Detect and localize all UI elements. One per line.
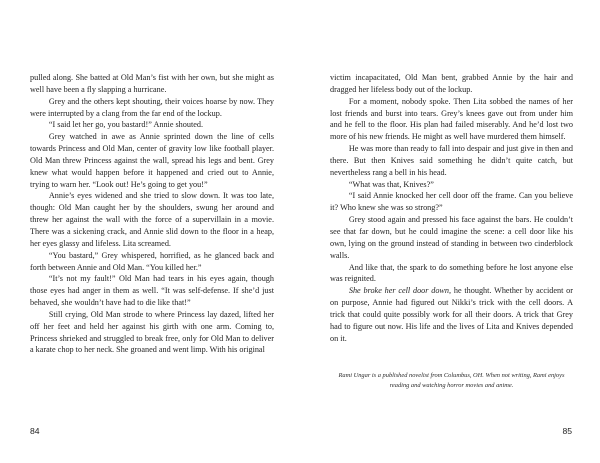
paragraph: “I said Annie knocked her cell door off the frame. Can you believe it? Who knew she was so strong?” (330, 191, 573, 213)
paragraph: Annie’s eyes widened and she tried to slow down. It was too late, though: Old Man caught her by the shoulders, swung her around and threw her against the wall with the force of a supervillain in a movie. There was a sickening crack, and Annie slid down to the floor in a heap, her eyes glassy and lifeless. Lita screamed. (30, 191, 274, 248)
paragraph: “It’s not my fault!” Old Man had tears in his eyes again, though those eyes had anger in them as well. “It was self-defense. If she’d just behaved, she wouldn’t have had to die like that!” (30, 274, 274, 308)
left-text-column (30, 72, 274, 356)
author-bio: Rami Ungar is a published novelist from Columbus, OH. When not writing, Rami enjoys reading and watching horror movies and anime. (338, 372, 565, 389)
paragraph: victim incapacitated, Old Man bent, grabbed Annie by the hair and dragged her lifeless body out of the lockup. (330, 73, 573, 94)
paragraph: “What was that, Knives?” (348, 179, 434, 189)
paragraph: “I said let her go, you bastard!” Annie shouted. (48, 120, 204, 130)
paragraph: pulled along. She batted at Old Man’s fist with her own, but she might as well have been a fly slapping a hurricane. (30, 73, 274, 94)
paragraph: Grey watched in awe as Annie sprinted down the line of cells towards Princess and Old Man, center of gravity low like football player. Old Man threw Princess against the wall, spread his legs and bent. Grey knew what would happen before it happened and cried out to Annie, trying to warn her. “Look out! He’s going to get you!” (30, 132, 274, 189)
right-page (300, 0, 600, 463)
page-number: 84 (30, 426, 40, 436)
paragraph: Still crying, Old Man strode to where Princess lay dazed, lifted her off her feet and held her against his girth with one arm. Coming to, Princess shrieked and struggled to break free, only for Old Man to deliver a karate chop to her neck. She groaned and went limp. With his original (30, 309, 274, 355)
paragraph: She broke her cell door down, he thought. Whether by accident or on purpose, Annie had figured out Nikki’s trick with the cell doors. A trick that could quite possibly work for all their doors. A trick that Grey had to figure out now. His life and the lives of Lita and Knives depended on it. (330, 286, 573, 343)
paragraph: And like that, the spark to do something before he lost anyone else was reignited. (330, 262, 573, 284)
right-text-column (330, 72, 573, 390)
paragraph: He was more than ready to fall into despair and just give in then and there. But then Knives said something he didn’t quite catch, but nevertheless rang a bell in his head. (330, 144, 573, 177)
paragraph: For a moment, nobody spoke. Then Lita sobbed the names of her lost friends and burst into tears. Grey’s knees gave out from under him and he fell to the floor. His plan had failed miserably. And he’d lost two more of his new friends. He might as well have murdered them himself. (330, 96, 573, 142)
page-number: 85 (562, 426, 572, 436)
paragraph: Grey stood again and pressed his face against the bars. He couldn’t see that far down, but he could imagine the scene: a cell door like his own, lying on the ground instead of standing in between two cinderblock walls. (330, 215, 573, 260)
paragraph: “You bastard,” Grey whispered, horrified, as he glanced back and forth between Annie and Old Man. “You killed her.” (30, 250, 274, 272)
paragraph: Grey and the others kept shouting, their voices hoarse by now. They were interrupted by a clang from the far end of the lockup. (30, 96, 274, 118)
italic-thought: She broke her cell door down, (348, 286, 452, 296)
